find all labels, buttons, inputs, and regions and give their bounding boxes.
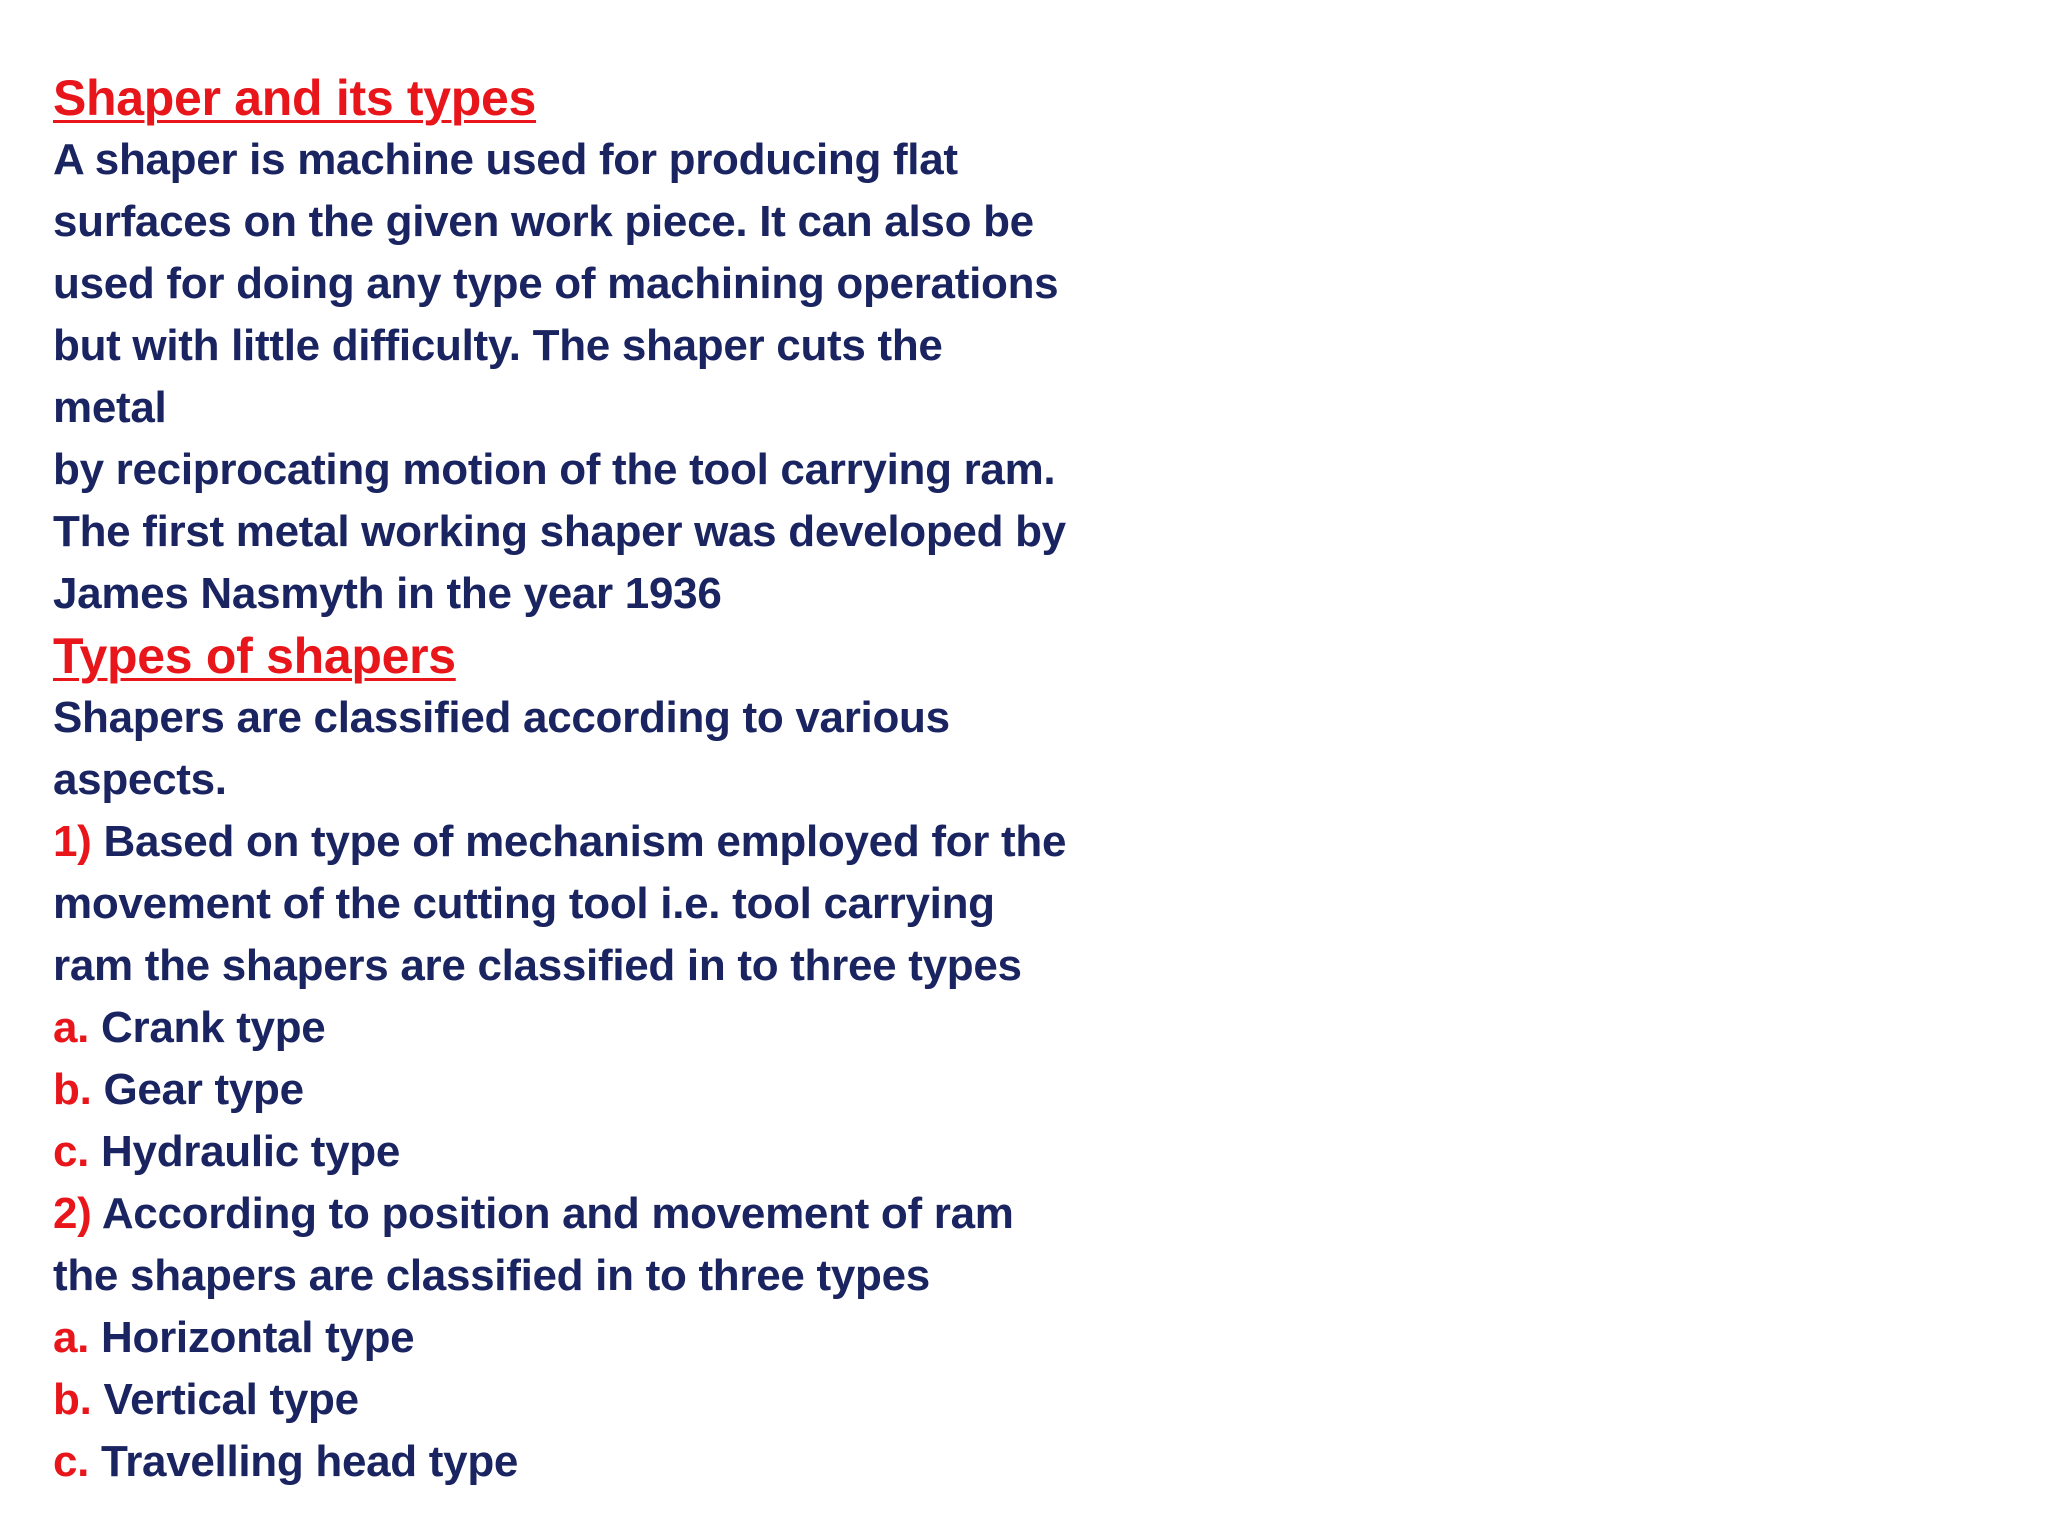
list-item-text: Crank type xyxy=(101,1003,326,1052)
classification-1-line xyxy=(53,811,1153,873)
list-item xyxy=(53,1121,1153,1183)
paragraph-line: by reciprocating motion of the tool carrying ram. xyxy=(53,445,1056,494)
classification-text: Based on type of mechanism employed for the xyxy=(103,817,1067,866)
paragraph-line: James Nasmyth in the year 1936 xyxy=(53,569,722,618)
paragraph-line: but with little difficulty. The shaper cuts the xyxy=(53,321,943,370)
list-marker: a. xyxy=(53,1313,90,1362)
classification-2-line xyxy=(53,1183,1153,1245)
list-marker: a. xyxy=(53,1003,90,1052)
slide-content xyxy=(53,67,1153,1493)
list-marker: 2) xyxy=(53,1189,92,1238)
intro-line: aspects. xyxy=(53,755,227,804)
list-marker: b. xyxy=(53,1375,92,1424)
section-heading-shaper: Shaper and its types xyxy=(53,70,537,126)
paragraph-line: used for doing any type of machining operations xyxy=(53,259,1059,308)
paragraph-line: metal xyxy=(53,383,167,432)
classification-2-line: the shapers are classified in to three types xyxy=(53,1251,930,1300)
list-item xyxy=(53,1307,1153,1369)
list-item xyxy=(53,1369,1153,1431)
classification-1-line: ram the shapers are classified in to three types xyxy=(53,941,1022,990)
list-marker: b. xyxy=(53,1065,92,1114)
list-marker: c. xyxy=(53,1437,90,1486)
list-item-text: Travelling head type xyxy=(101,1437,519,1486)
list-item-text: Gear type xyxy=(103,1065,304,1114)
paragraph-line: surfaces on the given work piece. It can also be xyxy=(53,197,1034,246)
list-item xyxy=(53,1431,1153,1493)
list-marker: 1) xyxy=(53,817,92,866)
list-item-text: Hydraulic type xyxy=(101,1127,401,1176)
list-marker: c. xyxy=(53,1127,90,1176)
list-item xyxy=(53,997,1153,1059)
paragraph-line: A shaper is machine used for producing flat xyxy=(53,135,958,184)
classification-text: According to position and movement of ram xyxy=(101,1189,1014,1238)
paragraph-line: The first metal working shaper was developed by xyxy=(53,507,1066,556)
list-item-text: Vertical type xyxy=(103,1375,359,1424)
list-item xyxy=(53,1059,1153,1121)
classification-1-line: movement of the cutting tool i.e. tool carrying xyxy=(53,879,995,928)
intro-line: Shapers are classified according to various xyxy=(53,693,950,742)
section-heading-types: Types of shapers xyxy=(53,628,456,684)
list-item-text: Horizontal type xyxy=(101,1313,415,1362)
